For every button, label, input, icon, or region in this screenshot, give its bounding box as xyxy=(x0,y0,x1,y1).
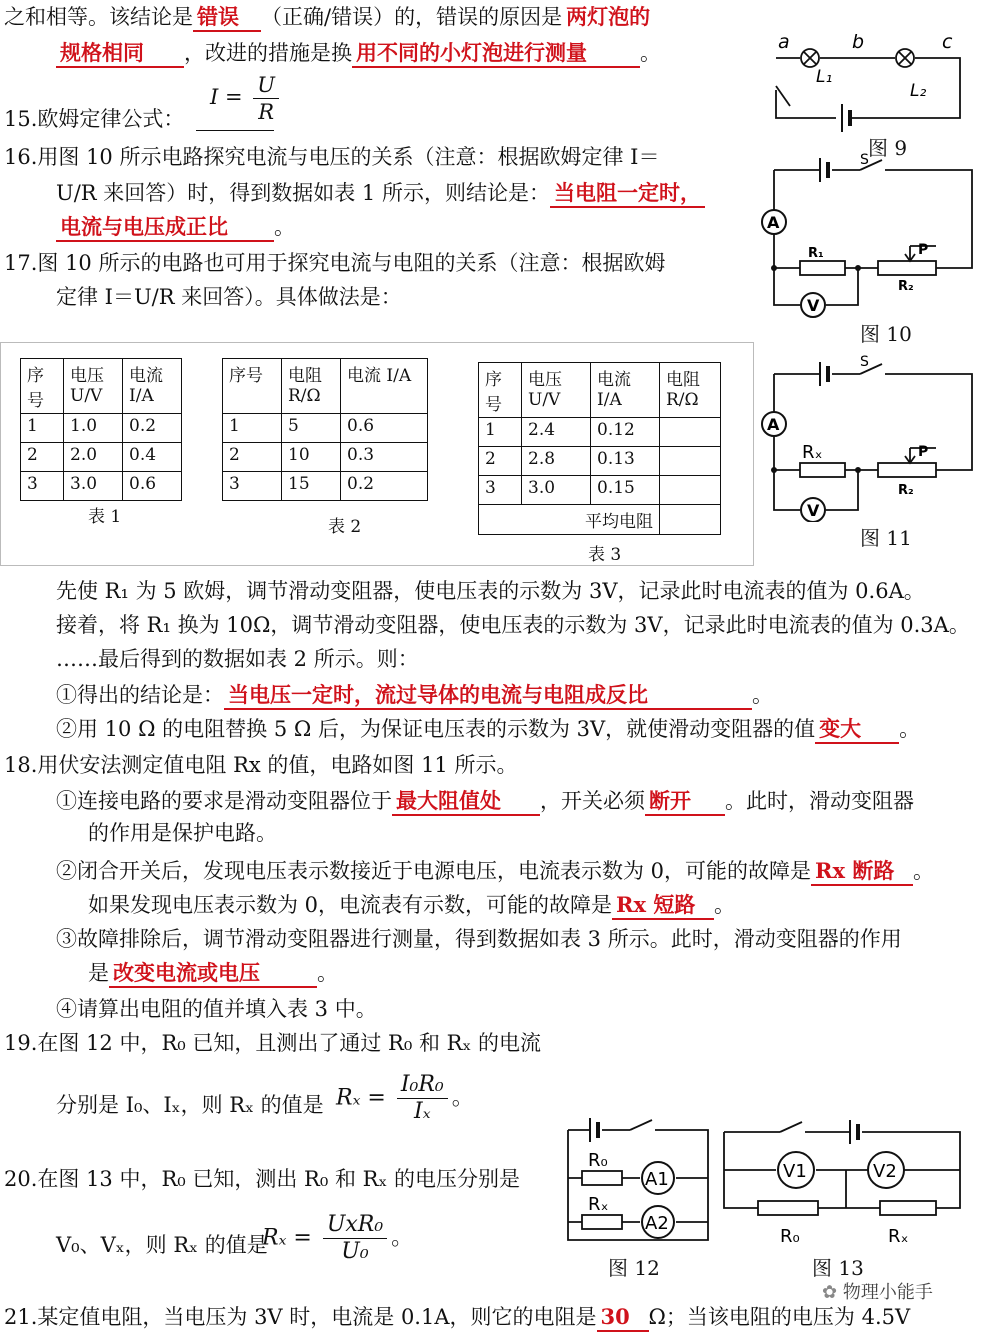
q20-formula xyxy=(262,1212,413,1265)
table-cell: 0.3 xyxy=(341,443,428,472)
cell-text: R/Ω xyxy=(666,390,699,410)
table-cell: 0.6 xyxy=(341,414,428,443)
cell-text: 序 xyxy=(485,370,502,390)
text: 之和相等。该结论是 xyxy=(4,5,193,29)
table-cell-avg-value xyxy=(660,505,721,535)
text: 。 xyxy=(451,1085,474,1111)
answer-21: 30 xyxy=(597,1304,649,1332)
table-row xyxy=(21,414,182,443)
text: 15.欧姆定律公式： xyxy=(4,107,185,131)
text: ，改进的措施是换 xyxy=(184,41,352,65)
q18-s1-cont: 的作用是保护电路。 xyxy=(88,821,277,845)
cell-text: 电流 xyxy=(129,366,163,386)
R0-label: R₀ xyxy=(780,1226,800,1247)
R1-label: R₁ xyxy=(808,246,824,261)
voltmeter-V1-label: V1 xyxy=(783,1161,807,1182)
text: 是 xyxy=(88,961,109,985)
table-row xyxy=(21,359,182,414)
q19-line1: 19.在图 12 中，R₀ 已知，且测出了通过 R₀ 和 Rₓ 的电流 xyxy=(4,1031,542,1055)
text: 。 xyxy=(752,683,773,707)
text: 。 xyxy=(899,717,921,741)
text: U/R 来回答）时，得到数据如表 1 所示，则结论是： xyxy=(56,181,550,205)
figure-12-caption: 图 12 xyxy=(608,1256,660,1280)
table-cell xyxy=(660,476,721,505)
q19-line2: 分别是 I₀、Iₓ，则 Rₓ 的值是 xyxy=(56,1093,324,1117)
text: ，开关必须 xyxy=(540,789,645,813)
table-2 xyxy=(222,358,428,501)
P-label: P xyxy=(918,242,929,258)
numerator: UxR₀ xyxy=(323,1212,387,1239)
answer-17-1: 当电压一定时，流过导体的电流与电阻成反比 xyxy=(224,682,752,710)
text: 。 xyxy=(714,893,736,917)
table-cell: 3.0 xyxy=(64,472,123,501)
voltmeter-V-label: V xyxy=(807,501,820,520)
q17-p3: ……最后得到的数据如表 2 所示。则： xyxy=(56,647,419,671)
table-row xyxy=(223,414,428,443)
answer-18-2b: Rx 短路 xyxy=(612,892,714,920)
answer-18-1b: 断开 xyxy=(645,788,725,816)
table-cell: 2 xyxy=(21,443,64,472)
table-header-cell xyxy=(64,359,123,414)
table-cell: 1 xyxy=(223,414,282,443)
text: 。此时，滑动变阻器 xyxy=(725,789,914,813)
table-cell: 0.15 xyxy=(591,476,660,505)
text: Ω；当该电阻的电压为 4.5V xyxy=(648,1305,911,1329)
table-header-cell xyxy=(21,359,64,414)
table-cell: 3 xyxy=(479,476,522,505)
switch-S-label: S xyxy=(860,354,869,370)
cell-text: I/A xyxy=(597,390,622,410)
cell-text: 电流 xyxy=(597,370,631,390)
q17-s1 xyxy=(56,680,773,710)
cell-text: R/Ω xyxy=(288,386,321,406)
table-header-cell xyxy=(660,363,721,418)
R2-label: R₂ xyxy=(898,279,914,294)
q18-s1 xyxy=(56,786,914,816)
q17-s2 xyxy=(56,714,920,744)
table-header-cell xyxy=(479,363,522,418)
figure-9-caption: 图 9 xyxy=(868,136,908,160)
table-2-caption: 表 2 xyxy=(328,517,362,537)
cell-text: 序号 xyxy=(229,366,263,386)
q14-line2 xyxy=(56,38,661,68)
formula-lhs: Rₓ = xyxy=(336,1085,386,1111)
table-cell: 3 xyxy=(21,472,64,501)
switch-S-label: S xyxy=(860,152,869,168)
figure-11-caption: 图 11 xyxy=(860,526,912,550)
answer-16-b: 电流与电压成正比 xyxy=(56,214,274,242)
table-3 xyxy=(478,362,721,535)
q21-line xyxy=(4,1302,910,1332)
table-row xyxy=(223,359,428,414)
cell-text: I/A xyxy=(129,386,154,406)
cell-text: 电阻 xyxy=(288,366,322,386)
table-header-cell xyxy=(591,363,660,418)
table-cell: 0.12 xyxy=(591,418,660,447)
text: ②闭合开关后，发现电压表示数接近于电源电压，电流表示数为 0，可能的故障是 xyxy=(56,859,812,883)
q20-line2: V₀、Vₓ，则 Rₓ 的值是 xyxy=(56,1233,268,1257)
answer-16-a: 当电阻一定时， xyxy=(550,180,705,208)
answer-17-2: 变大 xyxy=(815,716,899,744)
table-cell: 3 xyxy=(223,472,282,501)
q17-line1: 17.图 10 所示的电路也可用于探究电流与电阻的关系（注意：根据欧姆 xyxy=(4,251,666,275)
q18-s2 xyxy=(56,856,934,886)
wechat-icon: ✿ xyxy=(822,1282,838,1303)
table-cell: 1.0 xyxy=(64,414,123,443)
q16-line3 xyxy=(56,212,295,242)
answer-18-3: 改变电流或电压 xyxy=(109,960,317,988)
q14-line1 xyxy=(4,2,654,32)
q18-s4: ④请算出电阻的值并填入表 3 中。 xyxy=(56,997,377,1021)
table-row xyxy=(479,476,721,505)
q18-s2-cont xyxy=(88,890,735,920)
label-c: c xyxy=(942,31,953,53)
formula-fraction xyxy=(253,72,279,125)
table-row xyxy=(479,447,721,476)
table-cell: 0.2 xyxy=(123,414,182,443)
numerator: I₀R₀ xyxy=(397,1072,448,1099)
voltmeter-V2-label: V2 xyxy=(873,1161,897,1182)
numerator: U xyxy=(253,72,279,99)
table-cell xyxy=(660,447,721,476)
cell-text: 序 xyxy=(27,366,44,386)
table-header-cell xyxy=(522,363,591,418)
answer-correctness: 错误 xyxy=(193,4,261,32)
table-cell: 2 xyxy=(479,447,522,476)
table-row xyxy=(479,505,721,535)
table-header-cell xyxy=(123,359,182,414)
figure-11-circuit xyxy=(760,352,990,522)
ammeter-A-label: A xyxy=(767,415,780,434)
table-cell: 0.4 xyxy=(123,443,182,472)
q20-line1: 20.在图 13 中，R₀ 已知，测出 R₀ 和 Rₓ 的电压分别是 xyxy=(4,1167,521,1191)
figure-10-caption: 图 10 xyxy=(860,322,912,346)
table-header-cell xyxy=(282,359,341,414)
q18-s3-cont xyxy=(88,958,338,988)
q18-line1: 18.用伏安法测定值电阻 Rx 的值，电路如图 11 所示。 xyxy=(4,753,518,777)
answer-reason-1: 两灯泡的 xyxy=(566,4,651,29)
table-header-cell xyxy=(223,359,282,414)
table-row xyxy=(479,363,721,418)
text: ①得出的结论是： xyxy=(56,683,224,707)
table-cell-avg-label: 平均电阻 xyxy=(479,505,660,535)
table-cell: 0.13 xyxy=(591,447,660,476)
text: ②用 10 Ω 的电阻替换 5 Ω 后，为保证电压表的示数为 3V，就使滑动变阻器的值 xyxy=(56,717,816,741)
answer-reason-2: 规格相同 xyxy=(56,40,184,68)
label-a: a xyxy=(778,31,790,53)
answer-18-1a: 最大阻值处 xyxy=(392,788,540,816)
table-cell: 0.2 xyxy=(341,472,428,501)
text: 。 xyxy=(391,1225,414,1251)
denominator: U₀ xyxy=(341,1239,369,1264)
table-header-cell xyxy=(341,359,428,414)
formula-lhs: Rₓ = xyxy=(262,1225,312,1251)
q16-line1: 16.用图 10 所示电路探究电流与电压的关系（注意：根据欧姆定律 I＝ xyxy=(4,145,660,169)
q16-line2 xyxy=(56,178,705,208)
text: 21.某定值电阻，当电压为 3V 时，电流是 0.1A，则它的电阻是 xyxy=(4,1305,597,1329)
q17-p2: 接着，将 R₁ 换为 10Ω，调节滑动变阻器，使电压表的示数为 3V，记录此时电流表的值为 0.3A。 xyxy=(56,613,970,637)
text: 。 xyxy=(274,215,295,239)
table-cell: 2.0 xyxy=(64,443,123,472)
table-cell: 10 xyxy=(282,443,341,472)
cell-text: 电压 xyxy=(70,366,104,386)
formula-fraction xyxy=(397,1072,448,1125)
table-row xyxy=(21,472,182,501)
table-row xyxy=(21,443,182,472)
denominator: Iₓ xyxy=(414,1099,431,1124)
q17-p1: 先使 R₁ 为 5 欧姆，调节滑动变阻器，使电压表的示数为 3V，记录此时电流表的值为 0.6A。 xyxy=(56,579,925,603)
formula-lhs: I = xyxy=(210,85,243,109)
q15-line xyxy=(4,104,184,134)
table-row xyxy=(479,418,721,447)
cell-text: 号 xyxy=(27,391,44,411)
figure-13-circuit xyxy=(720,1112,970,1252)
table-1 xyxy=(20,358,182,501)
label-b: b xyxy=(852,31,865,53)
q19-formula xyxy=(336,1072,474,1125)
table-cell: 1 xyxy=(21,414,64,443)
table-cell: 3.0 xyxy=(522,476,591,505)
denominator: R xyxy=(258,100,275,124)
label-L1: L₁ xyxy=(816,67,833,87)
cell-text: 号 xyxy=(485,395,502,415)
table-3-caption: 表 3 xyxy=(588,545,622,565)
table-row xyxy=(223,472,428,501)
R2-label: R₂ xyxy=(898,483,914,498)
R0-label: R₀ xyxy=(588,1150,608,1171)
cell-text: 电压 xyxy=(528,370,562,390)
watermark-text: 物理小能手 xyxy=(842,1282,933,1303)
table-cell xyxy=(660,418,721,447)
ammeter-A2-label: A2 xyxy=(645,1213,669,1234)
q18-s3: ③故障排除后，调节滑动变阻器进行测量，得到数据如表 3 所示。此时，滑动变阻器的作用 xyxy=(56,927,902,951)
cell-text: 电阻 xyxy=(666,370,700,390)
ammeter-A1-label: A1 xyxy=(645,1169,669,1190)
Rx-label: Rₓ xyxy=(888,1226,909,1247)
figure-13-caption: 图 13 xyxy=(812,1256,864,1280)
text: 。 xyxy=(913,859,935,883)
ammeter-A-label: A xyxy=(767,213,780,232)
table-cell: 2.4 xyxy=(522,418,591,447)
q17-line2: 定律 I＝U/R 来回答）。具体做法是： xyxy=(56,285,402,309)
Rx-label: Rₓ xyxy=(802,442,823,463)
cell-text: U/V xyxy=(528,390,561,410)
table-1-caption: 表 1 xyxy=(88,507,122,527)
table-cell: 5 xyxy=(282,414,341,443)
text: 如果发现电压表示数为 0，电流表有示数，可能的故障是 xyxy=(88,893,613,917)
text: 。 xyxy=(640,41,661,65)
table-cell: 2 xyxy=(223,443,282,472)
table-cell: 15 xyxy=(282,472,341,501)
table-cell: 2.8 xyxy=(522,447,591,476)
watermark xyxy=(822,1278,933,1304)
voltmeter-V-label: V xyxy=(807,296,820,315)
table-cell: 0.6 xyxy=(123,472,182,501)
text: ①连接电路的要求是滑动变阻器位于 xyxy=(56,789,392,813)
P-label: P xyxy=(918,444,929,460)
figure-12-circuit xyxy=(560,1110,720,1250)
ohm-formula xyxy=(210,72,283,125)
table-row xyxy=(223,443,428,472)
cell-text: 电流 I/A xyxy=(347,366,412,386)
text: （正确/错误）的，错误的原因是 xyxy=(261,5,563,29)
label-L2: L₂ xyxy=(910,81,927,101)
formula-fraction xyxy=(323,1212,387,1265)
figure-10-circuit xyxy=(760,150,990,320)
text: 。 xyxy=(317,961,338,985)
cell-text: U/V xyxy=(70,386,103,406)
answer-18-2a: Rx 断路 xyxy=(811,858,913,886)
blank-underline xyxy=(196,130,274,131)
answer-fix: 用不同的小灯泡进行测量 xyxy=(352,40,640,68)
table-cell: 1 xyxy=(479,418,522,447)
Rx-label: Rₓ xyxy=(588,1194,609,1215)
